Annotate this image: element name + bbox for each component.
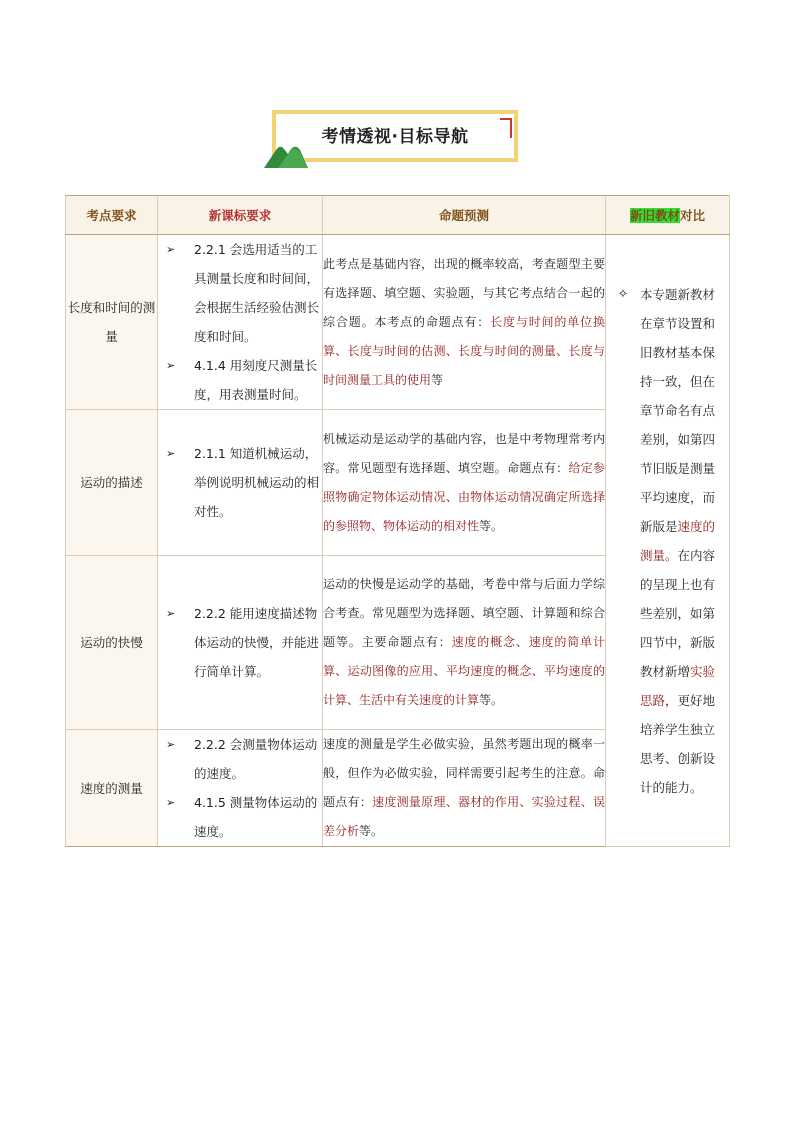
arrow-bullet-icon: ➢ (166, 447, 176, 460)
prediction-cell: 此考点是基础内容，出现的概率较高，考查题型主要有选择题、填空题、实验题，与其它考点结合一起的综合题。本考点的命题点有：长度与时间的单位换算、长度与时间的估测、长度与时间的测量、长度与时间测量工具的使用等 (323, 235, 606, 410)
point-cell: 运动的描述 (66, 410, 158, 556)
arrow-bullet-icon: ➢ (166, 359, 176, 372)
arrow-bullet-icon: ➢ (166, 607, 176, 620)
standard-item: ➢ 2.1.1 知道机械运动，举例说明机械运动的相对性。 (158, 439, 322, 526)
point-cell: 运动的快慢 (66, 556, 158, 730)
header-compare (606, 196, 730, 235)
header-standard: 新课标要求 (158, 196, 323, 235)
table-row (66, 235, 730, 410)
arrow-bullet-icon: ➢ (166, 738, 176, 751)
point-cell: 长度和时间的测量 (66, 235, 158, 410)
comparison-cell (606, 235, 730, 847)
header-prediction: 命题预测 (323, 196, 606, 235)
standard-item: ➢ 2.2.1 会选用适当的工具测量长度和时间间，会根据生活经验估测长度和时间。 (158, 235, 322, 351)
standard-cell (158, 556, 323, 730)
prediction-cell: 速度的测量是学生必做实验，虽然考题出现的概率一般，但作为必做实验，同样需要引起考生的注意。命题点有：速度测量原理、器材的作用、实验过程、误差分析等。 (323, 730, 606, 847)
table-header-row (66, 196, 730, 235)
exam-overview-table (65, 195, 730, 847)
diamond-bullet-icon: ✧ (617, 286, 629, 302)
section-banner (264, 110, 526, 168)
standard-item: ➢ 4.1.5 测量物体运动的速度。 (158, 788, 322, 846)
banner-corner-mark (510, 118, 512, 138)
standard-item: ➢ 4.1.4 用刻度尺测量长度，用表测量时间。 (158, 351, 322, 409)
banner-corner-mark-top (500, 118, 512, 120)
point-cell: 速度的测量 (66, 730, 158, 847)
prediction-cell: 运动的快慢是运动学的基础，考卷中常与后面力学综合考查。常见题型为选择题、填空题、计算题和综合题等。主要命题点有：速度的概念、速度的简单计算、运动图像的应用、平均速度的概念、平均速度的计算、生活中有关速度的计算等。 (323, 556, 606, 730)
header-compare-rest: 对比 (680, 208, 706, 223)
header-point: 考点要求 (66, 196, 158, 235)
standard-item: ➢ 2.2.2 会测量物体运动的速度。 (158, 730, 322, 788)
arrow-bullet-icon: ➢ (166, 796, 176, 809)
banner-title: 考情透视·目标导航 (321, 127, 469, 147)
standard-cell (158, 235, 323, 410)
comparison-text: 本专题新教材在章节设置和旧教材基本保持一致，但在章节命名有点差别，如第四节旧版是测量平均速度，而新版是速度的测量。在内容的呈现上也有些差别，如第四节中，新版教材新增实验思路，更好地培养学生独立思考、创新设计的能力。 (640, 286, 716, 795)
standard-cell (158, 410, 323, 556)
standard-cell (158, 730, 323, 847)
standard-item: ➢ 2.2.2 能用速度描述物体运动的快慢，并能进行简单计算。 (158, 599, 322, 686)
header-compare-highlight: 新旧教材 (629, 208, 680, 223)
arrow-bullet-icon: ➢ (166, 243, 176, 256)
prediction-cell: 机械运动是运动学的基础内容，也是中考物理常考内容。常见题型有选择题、填空题。命题点有：给定参照物确定物体运动情况、由物体运动情况确定所选择的参照物、物体运动的相对性等。 (323, 410, 606, 556)
